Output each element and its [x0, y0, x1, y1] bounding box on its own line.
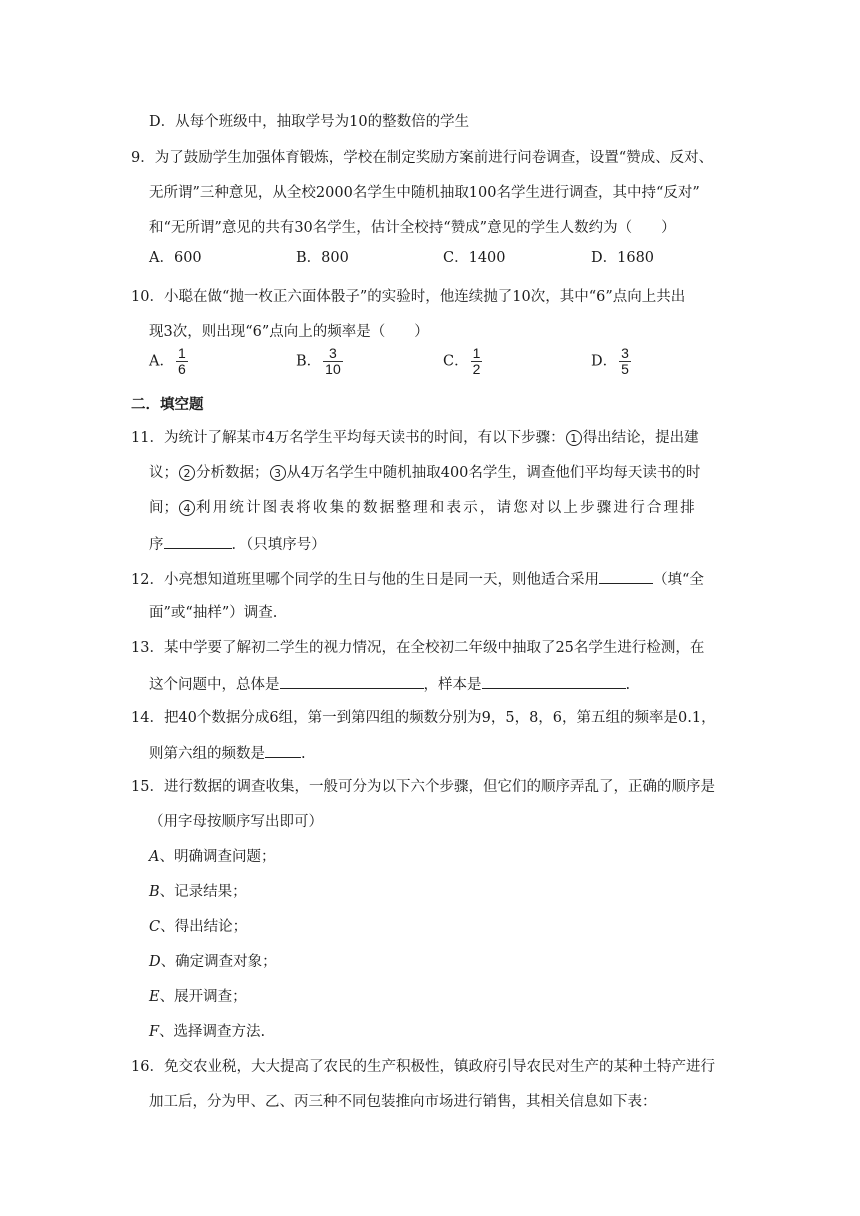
q11-line3: [149, 498, 697, 518]
q15-item-letter: D: [149, 954, 161, 970]
q10-option-d: [591, 346, 631, 377]
q11-line1-text: 11．为统计了解某市4万名学生平均每天读书的时间，有以下步骤：: [131, 430, 565, 446]
q16-line2: 加工后，分为甲、乙、丙三种不同包装推向市场进行销售，其相关信息如下表：: [149, 1094, 657, 1110]
q9-text-line2: 无所谓”三种意见，从全校2000名学生中随机抽取100名学生进行调查，其中持“反对”: [149, 185, 700, 201]
q15-item-a: [149, 847, 275, 867]
circled-number-2: 2: [179, 465, 195, 481]
q15-item-letter: B: [149, 884, 160, 900]
q13-line1: 13．某中学要了解初二学生的视力情况，在全校初二年级中抽取了25名学生进行检测，在: [131, 640, 705, 656]
q9-text-line3: 和“无所谓”意见的共有30名学生，估计全校持“赞成”意见的学生人数约为（ ）: [149, 220, 676, 236]
q15-item-d: [149, 952, 277, 972]
q10-option-c-label: C．: [443, 353, 469, 370]
q15-item-text: 、展开调查；: [159, 989, 247, 1005]
q12-line2: 面”或“抽样”）调查.: [149, 605, 278, 621]
circled-number-1: 1: [566, 430, 582, 446]
q15-item-text: 、得出结论；: [160, 919, 248, 935]
q14-line2-text-b: .: [301, 746, 306, 762]
q14-line1: 14．把40个数据分成6组，第一到第四组的频数分别为9，5，8，6，第五组的频率是0.1，: [131, 710, 716, 726]
q12-line1-text-b: （填“全: [652, 572, 704, 588]
q10-text-line2: 现3次，则出现“6”点向上的频率是（ ）: [149, 324, 429, 340]
q15-item-text: 、确定调查对象；: [160, 954, 277, 970]
q15-line1: 15．进行数据的调查收集，一般可分为以下六个步骤，但它们的顺序弄乱了，正确的顺序是: [131, 779, 715, 795]
q11-line3-text-b: 利用统计图表将收集的数据整理和表示，请您对以上步骤进行合理排: [196, 500, 697, 516]
q12-answer-blank[interactable]: [599, 568, 653, 584]
q15-item-c: [149, 917, 247, 937]
q15-item-text: 、选择调查方法.: [159, 1024, 266, 1040]
q10-text-line1: 10．小聪在做“抛一枚正六面体骰子”的实验时，他连续抛了10次，其中“6”点向上共出: [131, 289, 686, 305]
q9-option-d: D．1680: [591, 250, 655, 266]
q11-line2: [149, 463, 700, 483]
q11-line1: [131, 428, 699, 448]
q15-item-text: 、明确调查问题；: [159, 849, 276, 865]
fraction-denominator: 6: [177, 361, 186, 377]
fraction-numerator: 3: [323, 346, 343, 362]
q13-line2-text-b: ，样本是: [423, 677, 482, 693]
q10-option-b-fraction: [323, 346, 343, 377]
q13-population-blank[interactable]: [280, 673, 424, 689]
q15-item-text: 、记录结果；: [159, 884, 247, 900]
q13-line2-text-c: .: [625, 677, 631, 693]
q10-option-b: [296, 346, 343, 377]
q11-line1-text-b: 得出结论，提出建: [582, 430, 699, 446]
q12-line1-text-a: 12．小亮想知道班里哪个同学的生日与他的生日是同一天，则他适合采用: [131, 572, 599, 588]
q10-option-d-fraction: [619, 346, 631, 377]
section-heading-fill-blank: 二．填空题: [131, 396, 204, 413]
q15-item-letter: E: [149, 989, 160, 1005]
fraction-denominator: 2: [472, 361, 481, 377]
q10-option-a-label: A．: [149, 353, 174, 370]
q15-item-e: [149, 987, 247, 1007]
q10-option-b-label: B．: [296, 353, 322, 370]
fraction-numerator: 3: [621, 345, 629, 361]
q10-option-a-fraction: [176, 346, 188, 377]
q11-line3-text-a: 间；: [149, 500, 178, 516]
q15-item-letter: C: [149, 919, 161, 935]
q15-line2: （用字母按顺序写出即可）: [149, 814, 323, 830]
q13-line2: [149, 673, 630, 695]
fraction-denominator: 10: [325, 361, 341, 377]
q11-line2-text-b: 分析数据；: [196, 465, 269, 481]
fraction-denominator: 5: [621, 361, 629, 377]
q14-line2-text-a: 则第六组的频数是: [149, 746, 265, 762]
q11-line4: [149, 533, 326, 555]
q11-line2-text-c: 从4万名学生中随机抽取400名学生，调查他们平均每天读书的时: [286, 465, 701, 481]
q10-option-a: [149, 346, 188, 377]
q15-item-f: [149, 1022, 265, 1042]
circled-number-4: 4: [179, 500, 195, 516]
circled-number-3: 3: [270, 465, 286, 481]
q8-option-d: D．从每个班级中，抽取学号为10的整数倍的学生: [149, 114, 470, 130]
q9-option-a: A．600: [149, 250, 202, 266]
q10-option-d-label: D．: [591, 353, 618, 370]
q10-option-c-fraction: [471, 346, 483, 377]
q14-answer-blank[interactable]: [265, 742, 301, 758]
fraction-numerator: 1: [472, 345, 481, 361]
q16-line1: 16．免交农业税，大大提高了农民的生产积极性，镇政府引导农民对生产的某种土特产进行: [131, 1059, 715, 1075]
q13-line2-text-a: 这个问题中，总体是: [149, 677, 280, 693]
q9-text-line1: 9．为了鼓励学生加强体育锻炼，学校在制定奖励方案前进行问卷调查，设置“赞成、反对、: [131, 150, 714, 166]
q12-line1: [131, 568, 704, 590]
q11-answer-blank[interactable]: [164, 533, 232, 549]
q9-option-c: C．1400: [443, 250, 506, 266]
q15-item-b: [149, 882, 247, 902]
q15-item-letter: A: [149, 849, 160, 865]
fraction-numerator: 1: [177, 345, 186, 361]
q14-line2: [149, 742, 306, 764]
q13-sample-blank[interactable]: [482, 673, 626, 689]
q15-item-letter: F: [149, 1024, 160, 1040]
q9-option-b: B．800: [296, 250, 349, 266]
q10-option-c: [443, 346, 482, 377]
q11-line4-text-a: 序: [149, 537, 164, 553]
q11-line4-text-b: ．（只填序号）: [231, 537, 326, 553]
q11-line2-text-a: 议；: [149, 465, 178, 481]
